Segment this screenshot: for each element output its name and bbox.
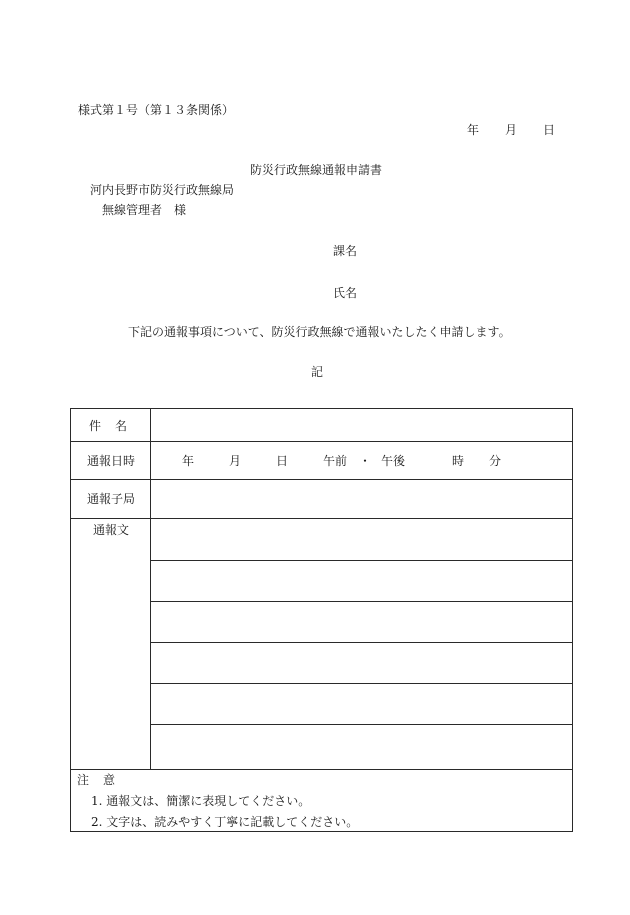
subject-field[interactable]: [151, 409, 572, 441]
date-year-label: 年: [467, 123, 480, 137]
application-date: [467, 123, 555, 137]
applicant-name-label: 氏名: [333, 286, 358, 300]
subject-label: 件名: [89, 419, 142, 433]
date-day-label: 日: [543, 123, 556, 137]
recipient-name: 無線管理者 様: [102, 203, 187, 217]
date-month-label: 月: [505, 123, 518, 137]
note-item-2: 2. 文字は、読みやすく丁寧に記載してください。: [91, 815, 359, 829]
datetime-label: 通報日時: [87, 454, 136, 468]
application-form-table: [70, 408, 573, 832]
datetime-am-option[interactable]: 午前: [323, 454, 348, 468]
datetime-separator: ・: [359, 454, 372, 468]
department-label: 課名: [333, 244, 358, 258]
intro-text: 下記の通報事項について、防災行政無線で通報いたしたく申請します。: [128, 325, 511, 339]
ki-label: 記: [311, 365, 324, 379]
recipient-organization: 河内長野市防災行政無線局: [90, 183, 235, 197]
message-label: 通報文: [93, 523, 130, 537]
notes-heading: 注意: [77, 773, 130, 787]
datetime-pm-option[interactable]: 午後: [381, 454, 406, 468]
station-field[interactable]: [151, 480, 572, 518]
datetime-month: 月: [229, 454, 242, 468]
station-label: 通報子局: [87, 492, 136, 506]
datetime-hour: 時: [452, 454, 465, 468]
note-item-1: 1. 通報文は、簡潔に表現してください。: [91, 794, 311, 808]
datetime-year: 年: [182, 454, 195, 468]
datetime-minute: 分: [489, 454, 502, 468]
message-field[interactable]: [151, 519, 572, 769]
form-number: 様式第１号（第１３条関係）: [78, 103, 235, 117]
datetime-day: 日: [276, 454, 289, 468]
document-title: 防災行政無線通報申請書: [250, 163, 383, 177]
